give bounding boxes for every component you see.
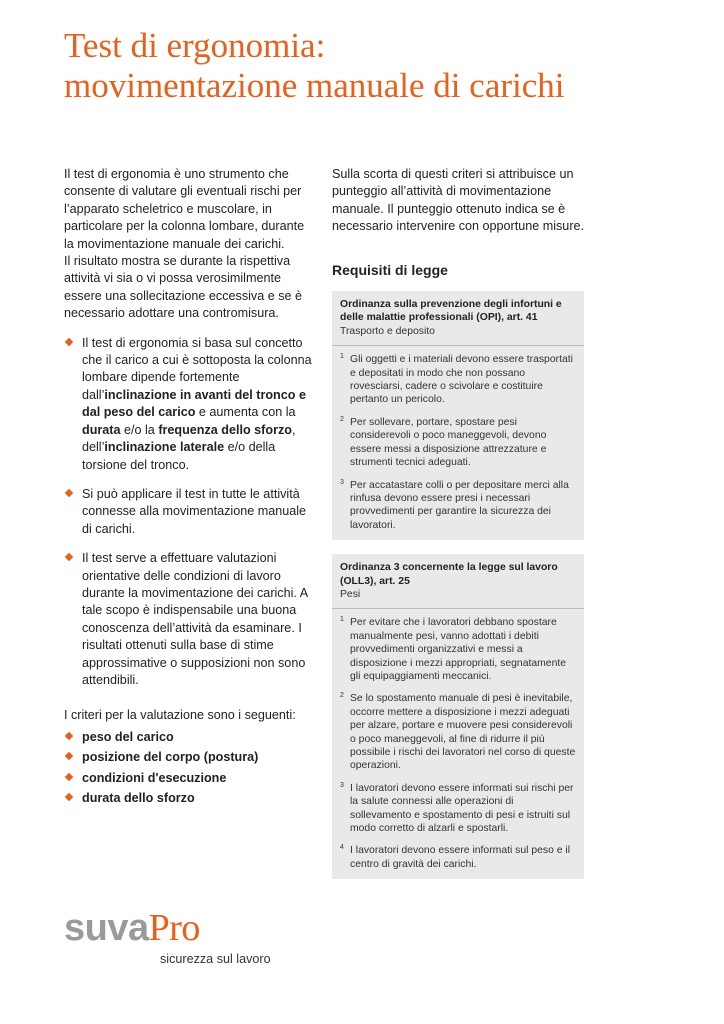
law-box-title: Ordinanza 3 concernente la legge sul lavoro (OLL3), art. 25 — [340, 562, 558, 587]
right-intro-paragraph: Sulla scorta di questi criteri si attribuisce un punteggio all’attività di movimentazione manuale. Il punteggio ottenuto indica se è necessario intervenire con opportune misure. — [332, 167, 585, 234]
diamond-bullet-icon — [65, 337, 73, 345]
bullet-text: , dell’ — [82, 422, 296, 455]
criteria-label: durata dello sforzo — [82, 791, 195, 805]
article-number: 2 — [340, 692, 344, 700]
bullet-text: e/o la — [120, 422, 159, 437]
intro-paragraph-1: Il test di ergonomia è uno strumento che consente di valutare gli eventuali rischi per l’apparato scheletrico e muscolare, in particolare per la colonna lombare, durante la movimentazione manuale dei carichi. — [64, 167, 305, 251]
criteria-label: peso del carico — [82, 729, 174, 744]
article-text: Gli oggetti e i materiali devono essere trasportati e depositati in modo che non possano rovesciarsi, cadere o scivolare e costituire pertanto un pericolo. — [350, 354, 573, 406]
law-article — [340, 782, 576, 836]
left-column — [64, 166, 314, 810]
article-text: Se lo spostamento manuale di pesi è inevitabile, occorre mettere a disposizione i mezzi adeguati per alzare, portare e muovere pesi considerevoli o poco maneggevoli, al fine di ridurre il più possibile i rischi dei lavoratori nel corso di queste operazioni. — [350, 693, 576, 772]
divider — [332, 345, 584, 346]
law-box-opi — [332, 291, 584, 540]
right-column — [332, 166, 584, 893]
bullet-text: Il test di ergonomia si basa sul concetto che il carico a cui è sottoposta la colonna lombare dipende fortemente dall’ — [82, 335, 312, 402]
law-article — [340, 692, 576, 772]
intro-paragraph-2: Il risultato mostra se durante la rispettiva attività vi sia o vi possa verosimilmente essere una sollecitazione eccessiva e se è necessario adottare una contromisura. — [64, 254, 303, 321]
article-number: 4 — [340, 844, 344, 852]
criteria-list — [64, 729, 314, 808]
section-heading: Requisiti di legge — [332, 261, 448, 278]
law-box-title: Ordinanza sulla prevenzione degli infortuni e delle malattie professionali (OPI), art. 41 — [340, 299, 562, 324]
criteria-item — [64, 749, 314, 766]
diamond-bullet-icon — [65, 772, 73, 780]
bullet-emphasis: frequenza dello sforzo — [158, 422, 292, 437]
criteria-item — [64, 770, 314, 787]
article-number: 3 — [340, 478, 344, 486]
article-number: 2 — [340, 415, 344, 423]
divider — [332, 608, 584, 609]
bullet-text: e/o della torsione del tronco. — [82, 440, 276, 472]
diamond-bullet-icon — [65, 732, 73, 740]
diamond-bullet-icon — [65, 752, 73, 760]
article-text: Per accatastare colli o per depositare merci alla rinfusa devono essere presi i necessari provvedimenti per garantire la sicurezza dei lavoratori. — [350, 479, 569, 531]
law-article — [340, 616, 576, 683]
article-text: Per evitare che i lavoratori debbano spostare manualmente pesi, vanno adottati i debiti provvedimenti organizzativi e messi a disposizione i mezzi appropriati, segnatamente gli equipaggiamenti meccanici. — [350, 617, 567, 682]
page-title — [64, 26, 684, 106]
bullet-list — [64, 335, 314, 690]
bullet-emphasis: durata — [82, 422, 121, 437]
bullet-text: Il test serve a effettuare valutazioni orientative delle condizioni di lavoro durante la movimentazione dei carichi. A tale scopo è indispensabile una buona conoscenza dell’attività da esaminare. I risultati ottenuti sulla base di stime approssimative o supposizioni non sono attendibili. — [82, 551, 308, 687]
law-article — [340, 353, 576, 407]
bullet-text: Si può applicare il test in tutte le attività connesse alla movimentazione manuale di carichi. — [82, 486, 307, 536]
suvapro-logo — [64, 906, 200, 950]
bullet-item — [64, 335, 314, 474]
bullet-emphasis: inclinazione laterale — [104, 440, 225, 455]
title-line-2: movimentazione manuale di carichi — [64, 66, 565, 105]
law-box-subtitle: Trasporto e deposito — [340, 325, 435, 337]
law-box-subtitle: Pesi — [340, 588, 361, 600]
article-text: Per sollevare, portare, spostare pesi considerevoli o poco maneggevoli, devono essere messi a disposizione attrezzature e strumenti tecnici adeguati. — [350, 416, 547, 469]
article-number: 3 — [340, 781, 344, 789]
title-line-1: Test di ergonomia: — [64, 26, 326, 65]
criteria-label: condizioni d'esecuzione — [82, 770, 227, 785]
diamond-bullet-icon — [65, 553, 73, 561]
logo-tagline: sicurezza sul lavoro — [160, 952, 271, 966]
law-box-oll3 — [332, 554, 584, 879]
law-article — [340, 844, 576, 871]
bullet-item — [64, 486, 314, 538]
logo-pro: Pro — [148, 907, 200, 949]
criteria-intro: I criteri per la valutazione sono i seguenti: — [64, 708, 296, 723]
law-article — [340, 479, 576, 533]
article-text: I lavoratori devono essere informati sul peso e il centro di gravità dei carichi. — [350, 845, 571, 870]
law-article — [340, 416, 576, 470]
bullet-text: e aumenta con la — [195, 405, 296, 420]
logo-suva: suva — [64, 907, 149, 949]
bullet-emphasis: inclinazione in avanti del tronco e dal peso del carico — [82, 387, 306, 420]
criteria-item — [64, 729, 314, 746]
criteria-item — [64, 790, 314, 807]
criteria-label: posizione del corpo (postura) — [82, 750, 259, 765]
bullet-item — [64, 550, 314, 689]
diamond-bullet-icon — [65, 489, 73, 497]
article-text: I lavoratori devono essere informati sui rischi per la salute connessi alle operazioni di sollevamento e spostamento di pesi e istruiti sul modo corretto di alzarli e spostarli. — [350, 782, 574, 835]
article-number: 1 — [340, 353, 344, 361]
diamond-bullet-icon — [65, 793, 73, 801]
article-number: 1 — [340, 616, 344, 624]
